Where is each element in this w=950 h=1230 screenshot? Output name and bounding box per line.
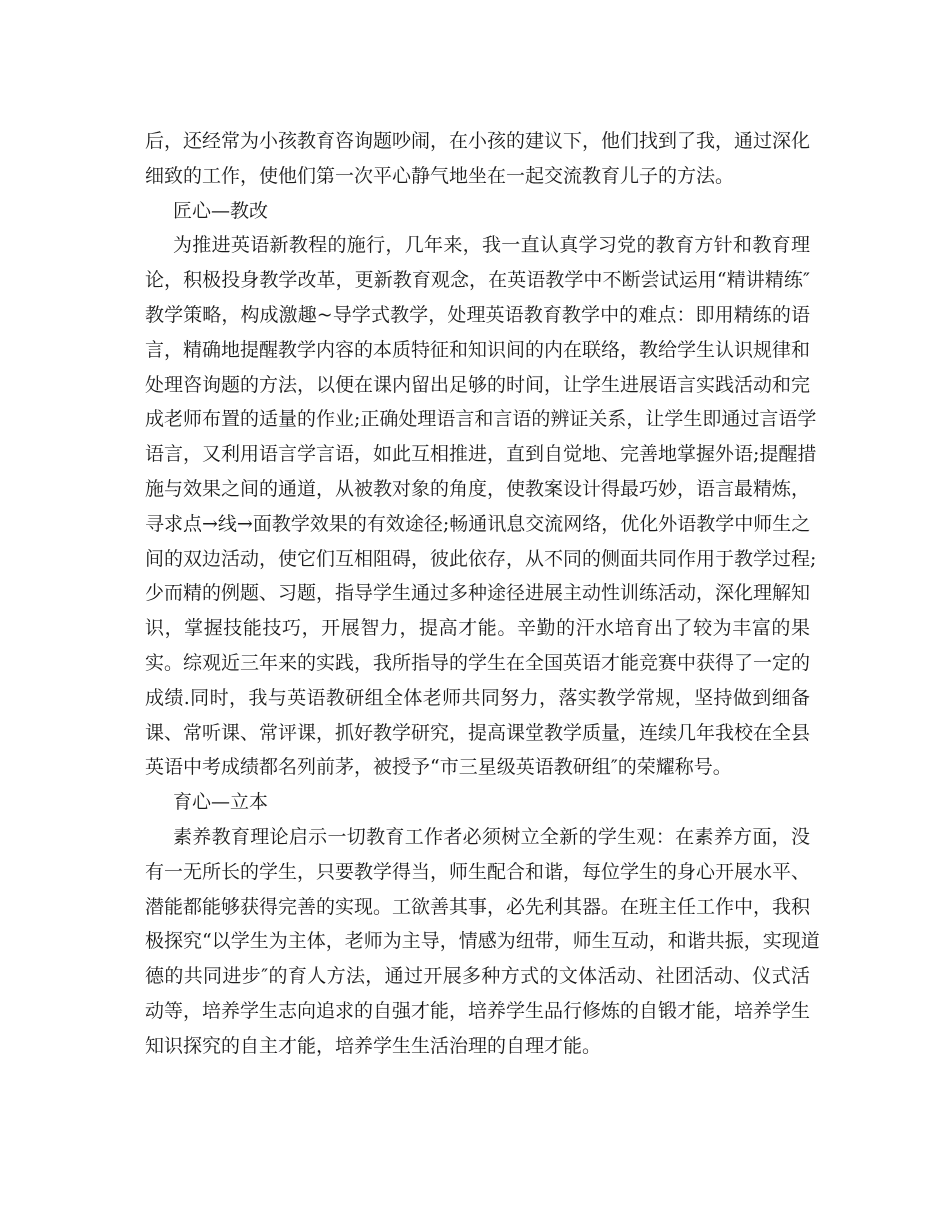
paragraph-line: 有一无所长的学生，只要教学得当，师生配合和谐，每位学生的身心开展水平、 xyxy=(145,860,811,883)
paragraph-line: 动等，培养学生志向追求的自强才能，培养学生品行修炼的自锻才能，培养学生 xyxy=(145,999,811,1022)
paragraph-line: 极探究“以学生为主体，老师为主导，情感为纽带，师生互动，和谐共振，实现道 xyxy=(145,930,820,953)
paragraph-line: 德的共同进步″的育人方法，通过开展多种方式的文体活动、社团活动、仪式活 xyxy=(145,965,810,988)
paragraph-line: 细致的工作，使他们第一次平心静气地坐在一起交流教育儿子的方法。 xyxy=(145,164,735,187)
paragraph-line: 言，精确地提醒教学内容的本质特征和知识间的内在联络，教给学生认识规律和 xyxy=(145,338,811,361)
paragraph-line: 语言，又利用语言学言语，如此互相推进，直到自觉地、完善地掌握外语;提醒措 xyxy=(145,443,817,466)
document-body xyxy=(145,124,820,1064)
paragraph-line: 为推进英语新教程的施行，几年来，我一直认真学习党的教育方针和教育理 xyxy=(173,234,810,257)
paragraph-line: 少而精的例题、习题，指导学生通过多种途径进展主动性训练活动，深化理解知 xyxy=(145,582,811,605)
paragraph-line: 素养教育理论启示一切教育工作者必须树立全新的学生观：在素养方面，没 xyxy=(173,825,810,848)
paragraph-line: 课、常听课、常评课，抓好教学研究，提高课堂教学质量，连续几年我校在全县 xyxy=(145,721,811,744)
section-heading: 匠心—教改 xyxy=(173,199,269,222)
section-heading: 育心—立本 xyxy=(173,791,269,814)
paragraph-line: 教学策略，构成激趣~导学式教学，处理英语教育教学中的难点：即用精练的语 xyxy=(145,303,810,326)
paragraph-line: 识，掌握技能技巧，开展智力，提高才能。辛勤的汗水培育出了较为丰富的果 xyxy=(145,617,810,640)
paragraph-line: 潜能都能够获得完善的实现。工欲善其事，必先利其器。在班主任工作中，我积 xyxy=(145,895,811,918)
paragraph-line: 后，还经常为小孩教育咨询题吵闹，在小孩的建议下，他们找到了我，通过深化 xyxy=(145,130,811,152)
paragraph-line: 实。综观近三年来的实践，我所指导的学生在全国英语才能竞赛中获得了一定的 xyxy=(145,651,811,674)
paragraph-line: 施与效果之间的通道，从被教对象的角度，使教案设计得最巧妙，语言最精炼， xyxy=(145,477,811,500)
paragraph-line: 成绩.同时，我与英语教研组全体老师共同努力，落实教学常规，坚持做到细备 xyxy=(145,686,810,709)
paragraph-line: 处理咨询题的方法，以便在课内留出足够的时间，让学生进展语言实践活动和完 xyxy=(145,373,811,396)
paragraph-line: 寻求点→线→面教学效果的有效途径;畅通讯息交流网络，优化外语教学中师生之 xyxy=(145,512,811,535)
paragraph-line: 知识探究的自主才能，培养学生生活治理的自理才能。 xyxy=(145,1034,602,1057)
paragraph-line: 间的双边活动，使它们互相阻碍，彼此依存，从不同的侧面共同作用于教学过程; xyxy=(145,547,817,570)
paragraph-line: 论，积极投身教学改革，更新教育观念，在英语教学中不断尝试运用“精讲精练″ xyxy=(145,269,810,292)
paragraph-line: 英语中考成绩都名列前茅，被授予“市三星级英语教研组″的荣耀称号。 xyxy=(145,756,732,779)
paragraph-line: 成老师布置的适量的作业;正确处理语言和言语的辨证关系，让学生即通过言语学 xyxy=(145,408,817,431)
